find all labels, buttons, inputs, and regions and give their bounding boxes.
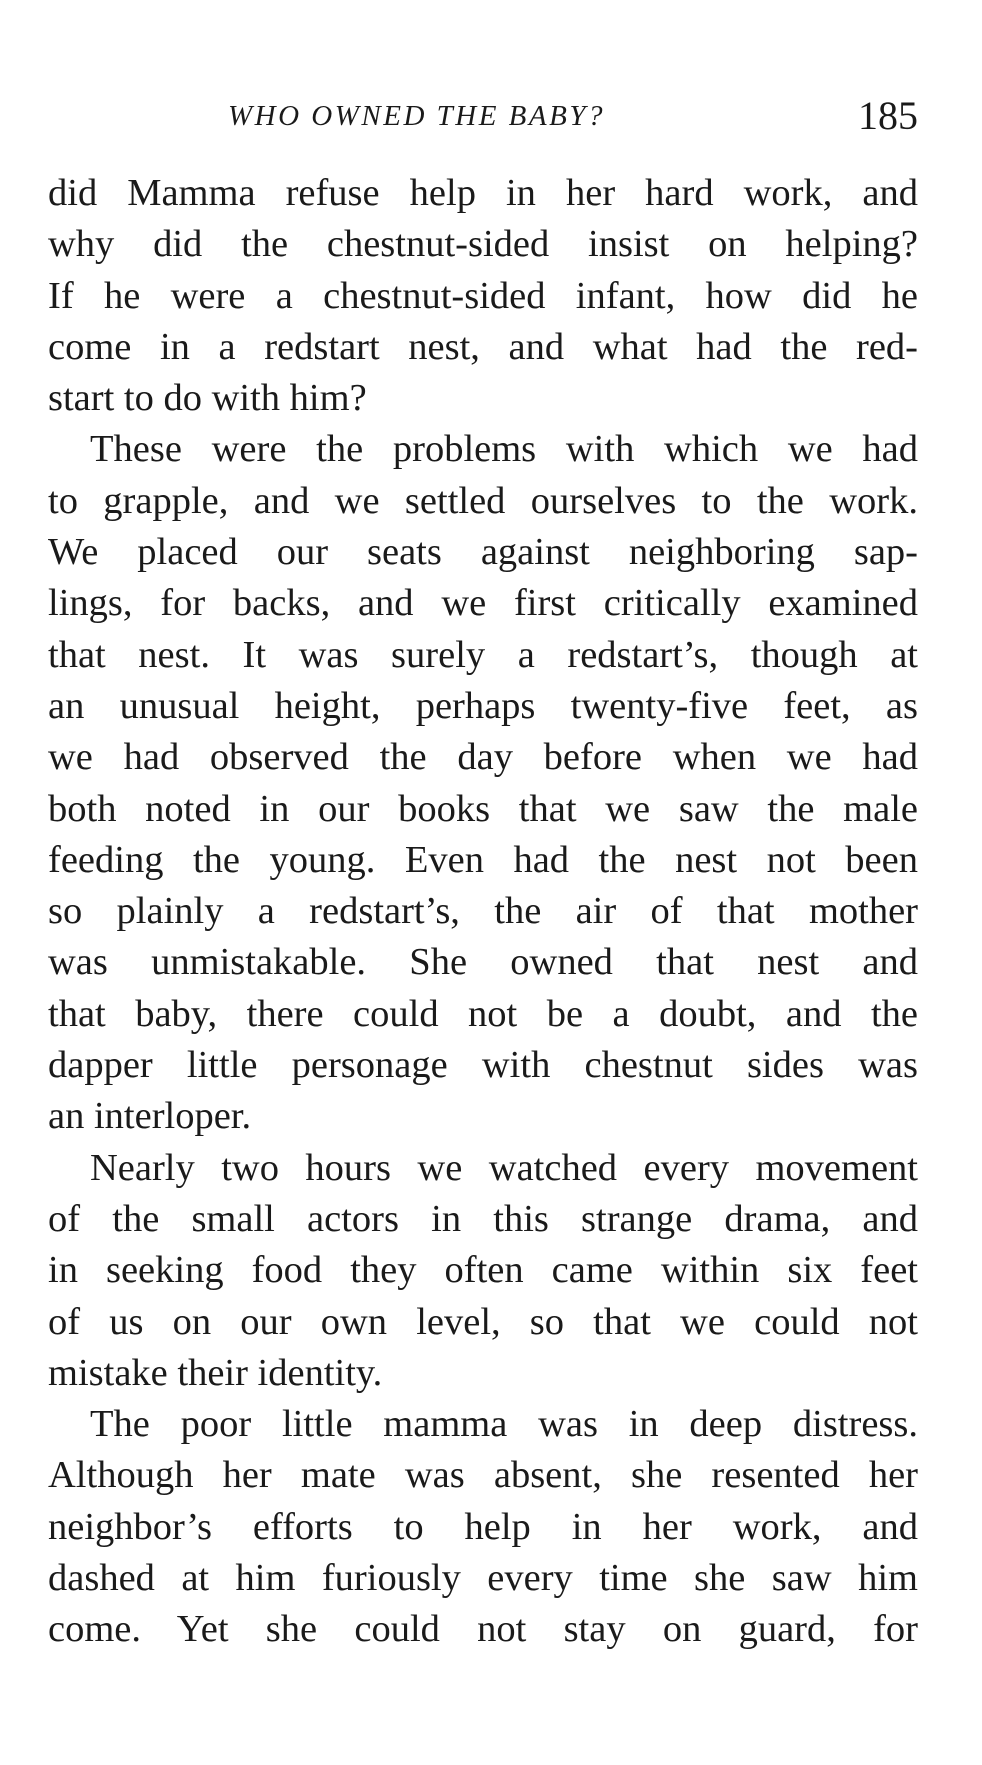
text-line: that nest. It was surely a redstart’s, though at	[48, 633, 918, 676]
text-line: dashed at him furiously every time she saw him	[48, 1557, 918, 1600]
text-line: to grapple, and we settled ourselves to the work.	[48, 479, 918, 522]
body-text	[48, 168, 918, 1656]
text-line: neighbor’s efforts to help in her work, and	[48, 1505, 918, 1548]
text-line: so plainly a redstart’s, the air of that mother	[48, 890, 918, 933]
paragraph-4	[48, 1399, 918, 1655]
text-line: both noted in our books that we saw the male	[48, 787, 918, 830]
text-line: that baby, there could not be a doubt, and the	[48, 992, 918, 1035]
text-line: of the small actors in this strange drama, and	[48, 1197, 918, 1240]
text-line: an unusual height, perhaps twenty-five feet, as	[48, 684, 918, 727]
text-line: We placed our seats against neighboring sap-	[48, 531, 918, 574]
text-line: feeding the young. Even had the nest not been	[48, 838, 918, 881]
paragraph-2	[48, 424, 918, 1142]
text-line: The poor little mamma was in deep distress.	[90, 1403, 918, 1446]
text-line: of us on our own level, so that we could not	[48, 1300, 918, 1343]
running-head	[48, 92, 918, 144]
paragraph-3	[48, 1143, 918, 1399]
text-line: we had observed the day before when we had	[48, 736, 918, 779]
text-line: come in a redstart nest, and what had the red-	[48, 325, 918, 368]
paragraph-1	[48, 168, 918, 424]
text-line: Although her mate was absent, she resented her	[48, 1454, 918, 1497]
text-line: in seeking food they often came within six feet	[48, 1249, 918, 1292]
text-line: come. Yet she could not stay on guard, for	[48, 1608, 918, 1651]
text-line: These were the problems with which we had	[90, 428, 918, 471]
text-line: was unmistakable. She owned that nest and	[48, 941, 918, 984]
text-line: If he were a chestnut-sided infant, how did he	[48, 274, 918, 317]
text-line: lings, for backs, and we first critically examined	[48, 582, 918, 625]
running-title: WHO OWNED THE BABY?	[228, 100, 605, 132]
page-number: 185	[858, 93, 918, 138]
text-line: mistake their identity.	[48, 1351, 383, 1394]
text-line: dapper little personage with chestnut sides was	[48, 1044, 918, 1087]
text-line: why did the chestnut-sided insist on helping?	[48, 223, 918, 266]
text-line: Nearly two hours we watched every movement	[90, 1146, 918, 1189]
text-line: start to do with him?	[48, 377, 367, 420]
text-line: did Mamma refuse help in her hard work, and	[48, 172, 918, 214]
text-line: an interloper.	[48, 1095, 252, 1138]
